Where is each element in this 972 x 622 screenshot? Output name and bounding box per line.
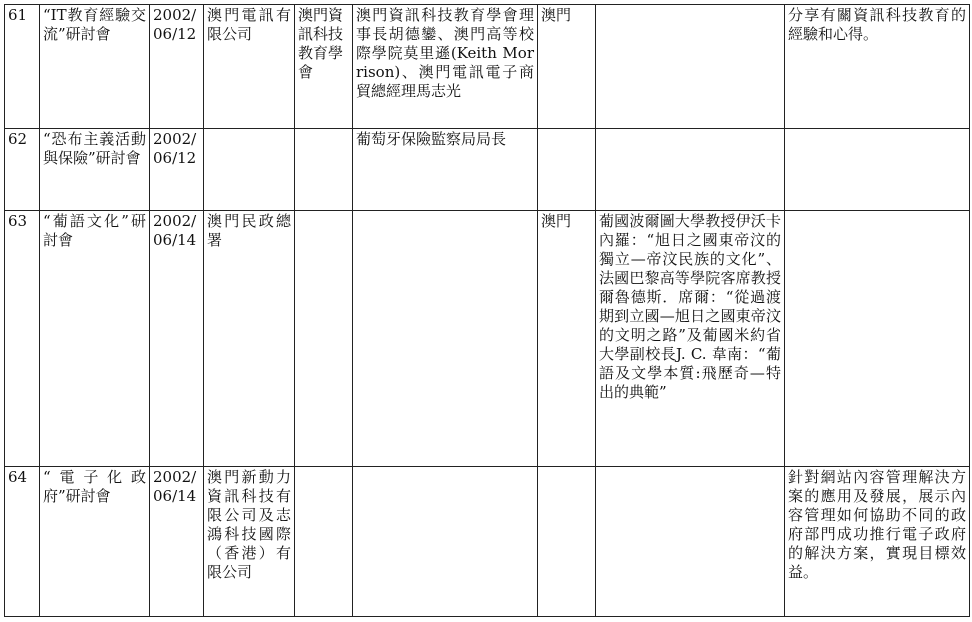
guests: 葡萄牙保險監察局局長 [353, 129, 538, 211]
speakers [596, 467, 785, 617]
event-name: “電子化政府”研討會 [40, 467, 150, 617]
co-organizer [295, 467, 353, 617]
event-date: 2002/06/12 [150, 129, 204, 211]
speakers: 葡國波爾圖大學教授伊沃卡內羅：“旭日之國東帝汶的獨立—帝汶民族的文化”、法國巴黎高等學院客席教授爾魯德斯．席爾：“從過渡期到立國—旭日之國東帝汶的文明之路”及葡國米約省大學副校長J. C. 韋南：“葡語及文學本質:飛歷奇—特出的典範” [596, 211, 785, 467]
guests [353, 211, 538, 467]
venue [538, 129, 596, 211]
event-date: 2002/06/12 [150, 5, 204, 129]
remarks: 針對網站內容管理解決方案的應用及發展，展示內容管理如何協助不同的政府部門成功推行電子政府的解決方案，實現目標效益。 [785, 467, 970, 617]
venue [538, 467, 596, 617]
table-row [5, 211, 970, 467]
table-row [5, 129, 970, 211]
row-number: 63 [5, 211, 40, 467]
row-number: 61 [5, 5, 40, 129]
co-organizer: 澳門資訊科技教育學會 [295, 5, 353, 129]
event-name: “恐布主義活動與保險”研討會 [40, 129, 150, 211]
remarks: 分享有關資訊科技教育的經驗和心得。 [785, 5, 970, 129]
venue: 澳門 [538, 5, 596, 129]
speakers [596, 5, 785, 129]
speakers [596, 129, 785, 211]
remarks [785, 129, 970, 211]
event-date: 2002/06/14 [150, 211, 204, 467]
venue: 澳門 [538, 211, 596, 467]
co-organizer [295, 211, 353, 467]
guests: 澳門資訊科技教育學會理事長胡德鑾、澳門高等校際學院莫里遜(Keith Morrison)、澳門電訊電子商貿總經理馬志光 [353, 5, 538, 129]
organizer [204, 129, 295, 211]
row-number: 62 [5, 129, 40, 211]
organizer: 澳門民政總署 [204, 211, 295, 467]
remarks [785, 211, 970, 467]
table-row [5, 5, 970, 129]
row-number: 64 [5, 467, 40, 617]
events-table [4, 4, 970, 617]
co-organizer [295, 129, 353, 211]
organizer: 澳門電訊有限公司 [204, 5, 295, 129]
event-name: “IT教育經驗交流”研討會 [40, 5, 150, 129]
table-row [5, 467, 970, 617]
organizer: 澳門新動力資訊科技有限公司及志鴻科技國際（香港）有限公司 [204, 467, 295, 617]
event-name: “葡語文化”研討會 [40, 211, 150, 467]
guests [353, 467, 538, 617]
event-date: 2002/06/14 [150, 467, 204, 617]
